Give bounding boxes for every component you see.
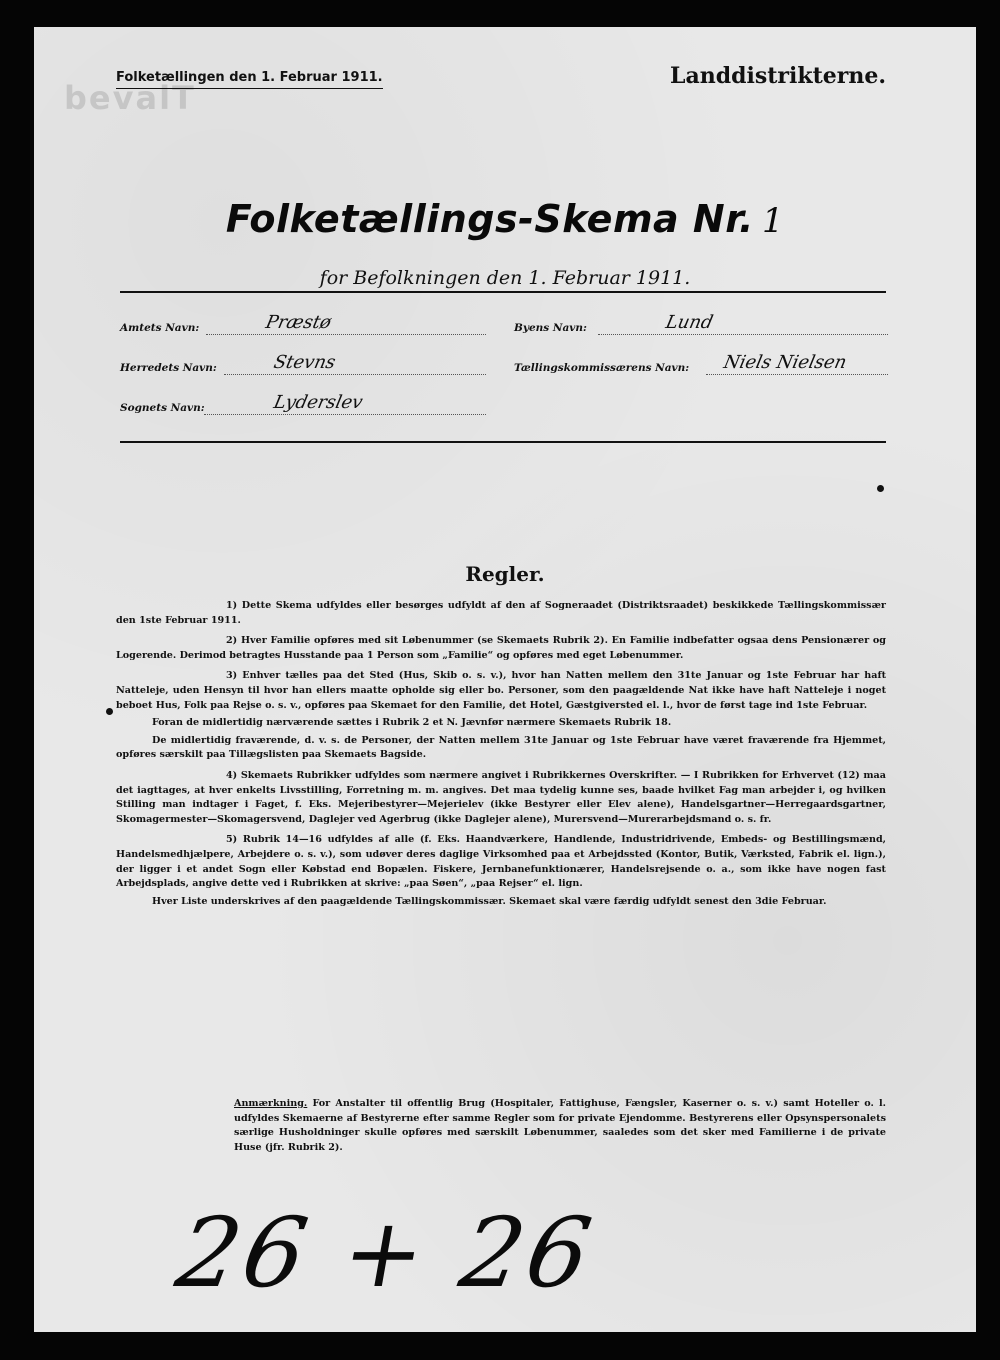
form-title-text: Folketællings-Skema Nr. (225, 197, 754, 241)
rule-3-absent: De midlertidig fraværende, d. v. s. de Personer, der Natten mellem 31te Januar og 1ste Februar have været fraværende fra Hjemmet, opføres særskilt paa Tillægslisten paa Skemaets Bagside. (116, 734, 886, 761)
handwritten-count: 26 + 26 (169, 1197, 603, 1309)
sogn-line (204, 414, 486, 415)
kommissaer-line (706, 374, 888, 375)
rule-3: 3) Enhver tælles paa det Sted (Hus, Skib o. s. v.), hvor han Natten mellem den 31te Januar og 1ste Februar har haft Natteleje, uden Hensyn til hvor han ellers maatte opholde sig eller bo. Personer, som den paagældende Nat ikke have haft Natteleje i noget beboet Hus, Folk paa Rejse o. s. v., opføres paa Skemaet for den Familie, det Hotel, Gæstgiversted el. l., hvor de først tage ind 1ste Februar. (116, 670, 886, 711)
by-label: Byens Navn: (514, 322, 587, 334)
amt-label: Amtets Navn: (120, 322, 200, 334)
form-title (34, 197, 976, 241)
rules-body (116, 599, 886, 912)
rule-5: 5) Rubrik 14—16 udfyldes af alle (f. Eks. Haandværkere, Handlende, Industridrivende, Embeds- og Bestillingsmænd, Handelsmedhjælpere, Arbejdere o. s. v.), som udøver deres daglige Virksomhed paa et Arbejdssted (Kontor, Butik, Værksted, Fabrik el. lign.), der ligger i et andet Sogn eller Købstad end Bopælen. Fiskere, Jernbanefunktionærer, Handelsrejsende o. a., som ikke have nogen fast Arbejdsplads, angive dette ved i Rubrikken at skrive: „paa Søen“, „paa Rejser“ el. lign. (116, 834, 886, 890)
punch-mark (106, 708, 113, 715)
rule-3-present: Foran de midlertidig nærværende sættes i Rubrik 2 et N. Jævnfør nærmere Skemaets Rubrik 18. (152, 717, 672, 729)
top-divider (120, 291, 886, 293)
form-subtitle: for Befolkningen den 1. Februar 1911. (319, 267, 691, 289)
remark (234, 1097, 886, 1155)
remark-text: For Anstalter til offentlig Brug (Hospitaler, Fattighuse, Fængsler, Kaserner o. s. v.) samt Hoteller o. l. udfyldes Skemaerne af Bestyrerne efter samme Regler som for private Ejendomme. Bestyrerens eller Opsynspersonalets særlige Husholdninger skulle opføres med særskilt Løbenummer, saaledes som det sker med Familierne i de private Huse (jfr. Rubrik 2). (234, 1098, 886, 1153)
bottom-divider (120, 441, 886, 443)
rule-1: 1) Dette Skema udfyldes eller besørges udfyldt af den af Sogneraadet (Distriktsraadet) beskikkede Tællingskommissær den 1ste Februar 1911. (116, 600, 886, 626)
kommissaer-value: Niels Nielsen (721, 352, 849, 373)
header-district-type: Landdistrikterne. (670, 63, 886, 89)
rule-2: 2) Hver Familie opføres med sit Løbenummer (se Skemaets Rubrik 2). En Familie indbefatter ogsaa dens Pensionærer og Logerende. Derimod betragtes Husstande paa 1 Person som „Familie“ og opføres med eget Løbenummer. (116, 635, 886, 661)
rules-heading: Regler. (465, 562, 545, 586)
census-form-page (34, 27, 976, 1332)
sogn-label: Sognets Navn: (120, 402, 205, 414)
herred-line (224, 374, 486, 375)
amt-value: Præstø (263, 312, 334, 333)
remark-lead: Anmærkning. (234, 1098, 308, 1109)
header-census-stamp: Folketællingen den 1. Februar 1911. (116, 70, 383, 89)
rule-5-signature: Hver Liste underskrives af den paagældende Tællingskommissær. Skemaet skal være færdig udfyldt senest den 3die Februar. (152, 895, 827, 907)
herred-value: Stevns (271, 352, 338, 373)
ink-mark (877, 485, 884, 492)
sogn-value: Lyderslev (271, 392, 365, 413)
rule-4: 4) Skemaets Rubrikker udfyldes som nærmere angivet i Rubrikkernes Overskrifter. — I Rubrikken for Erhvervet (12) maa det iagttages, at hver enkelts Livsstilling, Forretning m. m. angives. Det maa tydelig kunne ses, baade hvilket Fag man arbejder i, og hvilken Stilling man indtager i Faget, f. Eks. Mejeribestyrer—Mejerielev (ikke Bestyrer eller Elev alene), Handelsgartner—Herregaardsgartner, Skomagermester—Skomagersvend, Daglejer ved Agerbrug (ikke Daglejer alene), Murersvend—Murerarbejdsmand o. s. fr. (116, 769, 886, 825)
by-value: Lund (663, 312, 715, 333)
kommissaer-label: Tællingskommissærens Navn: (514, 362, 690, 374)
form-number: 1 (761, 201, 785, 241)
bleed-through-text: bevalT (64, 79, 196, 117)
herred-label: Herredets Navn: (120, 362, 217, 374)
by-line (598, 334, 888, 335)
amt-line (206, 334, 486, 335)
